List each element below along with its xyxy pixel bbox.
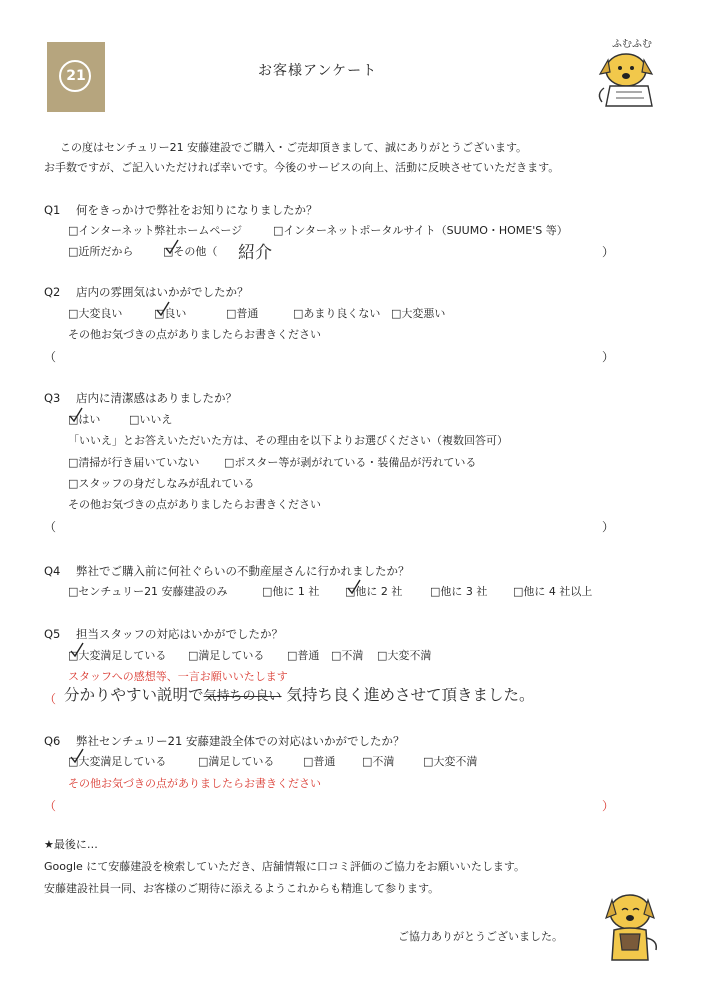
intro-line-1: この度はセンチュリー21 安藤建設でご購入・ご売却頂きまして、誠にありがとうございます。 [60, 141, 528, 154]
mascot-caption: ふむふむ [612, 39, 652, 50]
q4-question: 弊社でご購入前に何社ぐらいの不動産屋さんに行かれましたか？ [76, 564, 410, 578]
q6-open-paren: （ [44, 799, 57, 813]
q4-option-4-plus[interactable]: □他に 4 社以上 [513, 585, 593, 598]
q5-handwritten-part1: 分かりやすい説明で [64, 686, 204, 704]
q3-reason-cleaning[interactable]: □清掃が行き届いていない [68, 456, 200, 469]
q2-option-very-good[interactable]: □大変良い [68, 307, 123, 320]
q1-question: 何をきっかけで弊社をお知りになりましたか？ [76, 203, 318, 217]
q6-option-very-satisfied[interactable]: □大変満足している [68, 755, 167, 768]
q5-handwritten-answer [64, 683, 534, 705]
checkmark-icon [68, 406, 84, 424]
q6-question: 弊社センチュリー21 安藤建設全体での対応はいかがでしたか？ [76, 734, 405, 748]
checkmark-icon [164, 238, 180, 256]
checkmark-icon [69, 747, 85, 765]
footer-thanks: ご協力ありがとうございました。 [398, 930, 563, 943]
c21-logo: 21 [47, 42, 105, 112]
q6-option-normal[interactable]: □普通 [303, 755, 336, 768]
q2-option-good[interactable]: □良い [154, 307, 187, 320]
q3-comment-field[interactable] [60, 518, 600, 534]
q1-option-homepage[interactable]: □インターネット弊社ホームページ [68, 224, 243, 237]
q5-number: Q5 [44, 627, 61, 641]
q1-option-portal[interactable]: □インターネットポータルサイト（SUUMO・HOME'S 等） [273, 224, 568, 237]
footer-heading: ★最後に… [44, 838, 98, 851]
q4-option-only-c21[interactable]: □センチュリー21 安藤建設のみ [68, 585, 228, 598]
q2-number: Q2 [44, 285, 61, 299]
q3-open-paren: （ [44, 520, 57, 534]
checkmark-icon [346, 578, 362, 596]
q1-number: Q1 [44, 203, 61, 217]
q1-close-paren: ） [602, 245, 615, 259]
footer-line-2: 安藤建設社員一同、お客様のご期待に添えるようこれからも精進して参ります。 [44, 882, 440, 895]
dog-mascot-bowing-icon [600, 888, 662, 968]
q3-reason-staff-appearance[interactable]: □スタッフの身だしなみが乱れている [68, 477, 255, 490]
footer-line-1: Google にて安藤建設を検索していただき、店舗情報に口コミ評価のご協力をお願いいたします。 [44, 860, 525, 873]
q4-option-3[interactable]: □他に 3 社 [430, 585, 488, 598]
q2-close-paren: ） [602, 350, 615, 364]
q4-option-2[interactable]: □他に 2 社 [345, 585, 403, 598]
q5-option-very-dissatisfied[interactable]: □大変不満 [377, 649, 432, 662]
checkmark-icon [155, 300, 171, 318]
q4-number: Q4 [44, 564, 61, 578]
q5-option-very-satisfied[interactable]: □大変満足している [68, 649, 167, 662]
q3-option-no[interactable]: □いいえ [129, 413, 173, 426]
q3-number: Q3 [44, 391, 61, 405]
q6-comment-field[interactable] [60, 797, 600, 813]
q2-open-paren: （ [44, 350, 57, 364]
q5-handwritten-struck: 気持ちの良い [203, 689, 282, 704]
q6-option-dissatisfied[interactable]: □不満 [362, 755, 395, 768]
dog-mascot-reading-icon [590, 48, 670, 110]
q1-handwritten-answer: 紹介 [238, 243, 272, 263]
q4-option-1[interactable]: □他に 1 社 [262, 585, 320, 598]
q2-comment-field[interactable] [60, 348, 600, 364]
q6-close-paren: ） [602, 799, 615, 813]
q5-question: 担当スタッフの対応はいかがでしたか？ [76, 627, 283, 641]
q5-option-satisfied[interactable]: □満足している [188, 649, 265, 662]
q6-option-satisfied[interactable]: □満足している [198, 755, 275, 768]
q3-reason-posters[interactable]: □ポスター等が剥がれている・装備品が汚れている [224, 456, 477, 469]
q6-comment-prompt: その他お気づきの点がありましたらお書きください [68, 777, 321, 790]
q1-option-nearby[interactable]: □近所だから [68, 245, 134, 258]
q2-option-very-bad[interactable]: □大変悪い [391, 307, 446, 320]
page-title: お客様アンケート [258, 63, 378, 79]
q6-number: Q6 [44, 734, 61, 748]
checkmark-icon [69, 641, 85, 659]
q2-comment-prompt: その他お気づきの点がありましたらお書きください [68, 328, 321, 341]
q5-comment-prompt: スタッフへの感想等、一言お願いいたします [68, 670, 288, 683]
q3-comment-prompt: その他お気づきの点がありましたらお書きください [68, 498, 321, 511]
q2-option-not-good[interactable]: □あまり良くない [293, 307, 381, 320]
q3-option-yes[interactable]: □はい [68, 413, 101, 426]
q5-handwritten-part2: 気持ち良く進めさせて頂きました。 [286, 686, 535, 704]
q5-open-paren: （ [44, 692, 57, 706]
q5-option-normal[interactable]: □普通 [287, 649, 320, 662]
q6-option-very-dissatisfied[interactable]: □大変不満 [423, 755, 478, 768]
q1-option-other[interactable]: □その他（ [163, 245, 218, 258]
q2-option-normal[interactable]: □普通 [226, 307, 259, 320]
q3-followup: 「いいえ」とお答えいただいた方は、その理由を以下よりお選びください（複数回答可） [68, 434, 508, 447]
q3-close-paren: ） [602, 520, 615, 534]
q3-question: 店内に清潔感はありましたか？ [76, 391, 237, 405]
q5-option-dissatisfied[interactable]: □不満 [331, 649, 364, 662]
intro-line-2: お手数ですが、ご記入いただければ幸いです。今後のサービスの向上、活動に反映させていただきます。 [44, 161, 560, 174]
q2-question: 店内の雰囲気はいかがでしたか？ [76, 285, 249, 299]
